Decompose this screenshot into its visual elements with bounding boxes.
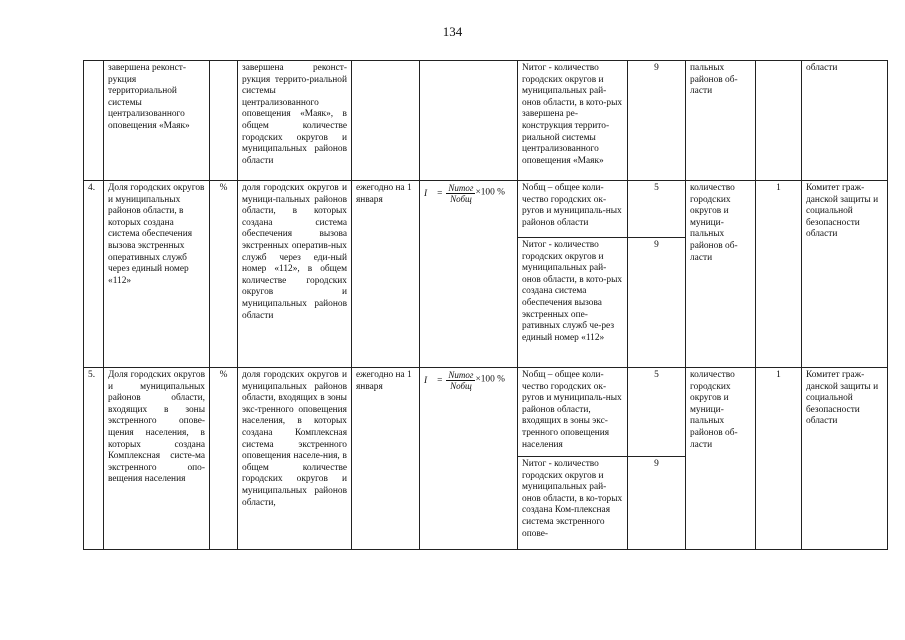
unit: % — [210, 368, 238, 550]
factor-code: 5 — [628, 181, 686, 238]
formula — [420, 181, 518, 368]
formula-equals: = — [437, 375, 443, 386]
method-code — [756, 61, 802, 181]
factor-description: Nитог - количество городских округов и муниципальных рай-онов области, в кото-рых создана система обеспечения вызова экстренных опе-ративных служб че-рез единый номер «112» — [518, 238, 628, 368]
unit — [210, 61, 238, 181]
formula-fraction — [446, 183, 475, 204]
formula-denominator: Nобщ — [450, 194, 472, 204]
method-code: 1 — [756, 368, 802, 550]
formula-numerator: Nитог — [448, 370, 474, 380]
period — [352, 61, 420, 181]
method-code: 1 — [756, 181, 802, 368]
row-number: 4. — [84, 181, 104, 368]
row-number — [84, 61, 104, 181]
page-number: 134 — [442, 24, 463, 39]
table-row — [84, 181, 888, 238]
factor-code: 9 — [628, 61, 686, 181]
formula-denominator: Nобщ — [450, 381, 472, 391]
unit: % — [210, 181, 238, 368]
indicator-definition: доля городских округов и муници-пальных районов области, в которых создана система обеспечения вызова экстренных оператив-ных служб через еди-ный номер «112», в общем количестве городских округов и муниципальных районов области — [238, 181, 352, 368]
formula — [420, 61, 518, 181]
table-row — [84, 368, 888, 457]
formula-lhs: I — [424, 375, 428, 386]
factor-code: 9 — [628, 457, 686, 550]
formula — [420, 368, 518, 550]
formula-equals: = — [437, 188, 443, 199]
indicators-table — [83, 60, 888, 550]
collection-method: количество городских округов и муници-пальных районов об-ласти — [686, 181, 756, 368]
indicator-name: Доля городских округов и муниципальных районов области, входящих в зоны экстренного опове-щения населения, в которых создана Комплексная систе-ма экстренного опо-вещения населения — [104, 368, 210, 550]
period: ежегодно на 1 января — [352, 368, 420, 550]
indicator-definition: завершена реконст-рукция террито-риальной системы централизованного оповещения «Маяк», в общем количестве городских округов и муниципальных районов области — [238, 61, 352, 181]
formula-lhs: I — [424, 188, 428, 199]
responsible: Комитет граж-данской защиты и социальной безопасности области — [802, 181, 888, 368]
collection-method: количество городских округов и муници-пальных районов об-ласти — [686, 368, 756, 550]
factor-code: 5 — [628, 368, 686, 457]
indicator-name: Доля городских округов и муниципальных районов области, в которых создана система обеспечения вызова экстренных оперативных служб через единый номер «112» — [104, 181, 210, 368]
formula-multiplier: ×100 % — [475, 187, 505, 198]
formula-fraction — [446, 370, 475, 391]
factor-description: Nитог - количество городских округов и муниципальных рай-онов области, в ко-торых создана Ком-плексная система экстренного опове- — [518, 457, 628, 550]
factor-description: Nобщ – общее коли-чество городских ок-ругов и муниципаль-ных районов области, входящих в зоны экс-тренного оповещения населения — [518, 368, 628, 457]
responsible: области — [802, 61, 888, 181]
factor-description: Nобщ – общее коли-чество городских ок-ругов и муниципаль-ных районов области — [518, 181, 628, 238]
collection-method: пальных районов об-ласти — [686, 61, 756, 181]
formula-numerator: Nитог — [448, 183, 474, 193]
factor-code: 9 — [628, 238, 686, 368]
responsible: Комитет граж-данской защиты и социальной безопасности области — [802, 368, 888, 550]
row-number: 5. — [84, 368, 104, 550]
table-row — [84, 61, 888, 181]
indicator-definition: доля городских округов и муниципальных районов области, входящих в зоны экс-тренного оповещения населения, в которых создана Комплексная система экстренного оповещения населе-ния, в общем количестве городских округов и муниципальных районов области, — [238, 368, 352, 550]
period: ежегодно на 1 января — [352, 181, 420, 368]
indicator-name: завершена реконст-рукция территориальной системы централизованного оповещения «Маяк» — [104, 61, 210, 181]
formula-multiplier: ×100 % — [475, 374, 505, 385]
factor-description: Nитог - количество городских округов и муниципальных рай-онов области, в кото-рых завершена ре-конструкция террито-риальной системы централизованного оповещения «Маяк» — [518, 61, 628, 181]
